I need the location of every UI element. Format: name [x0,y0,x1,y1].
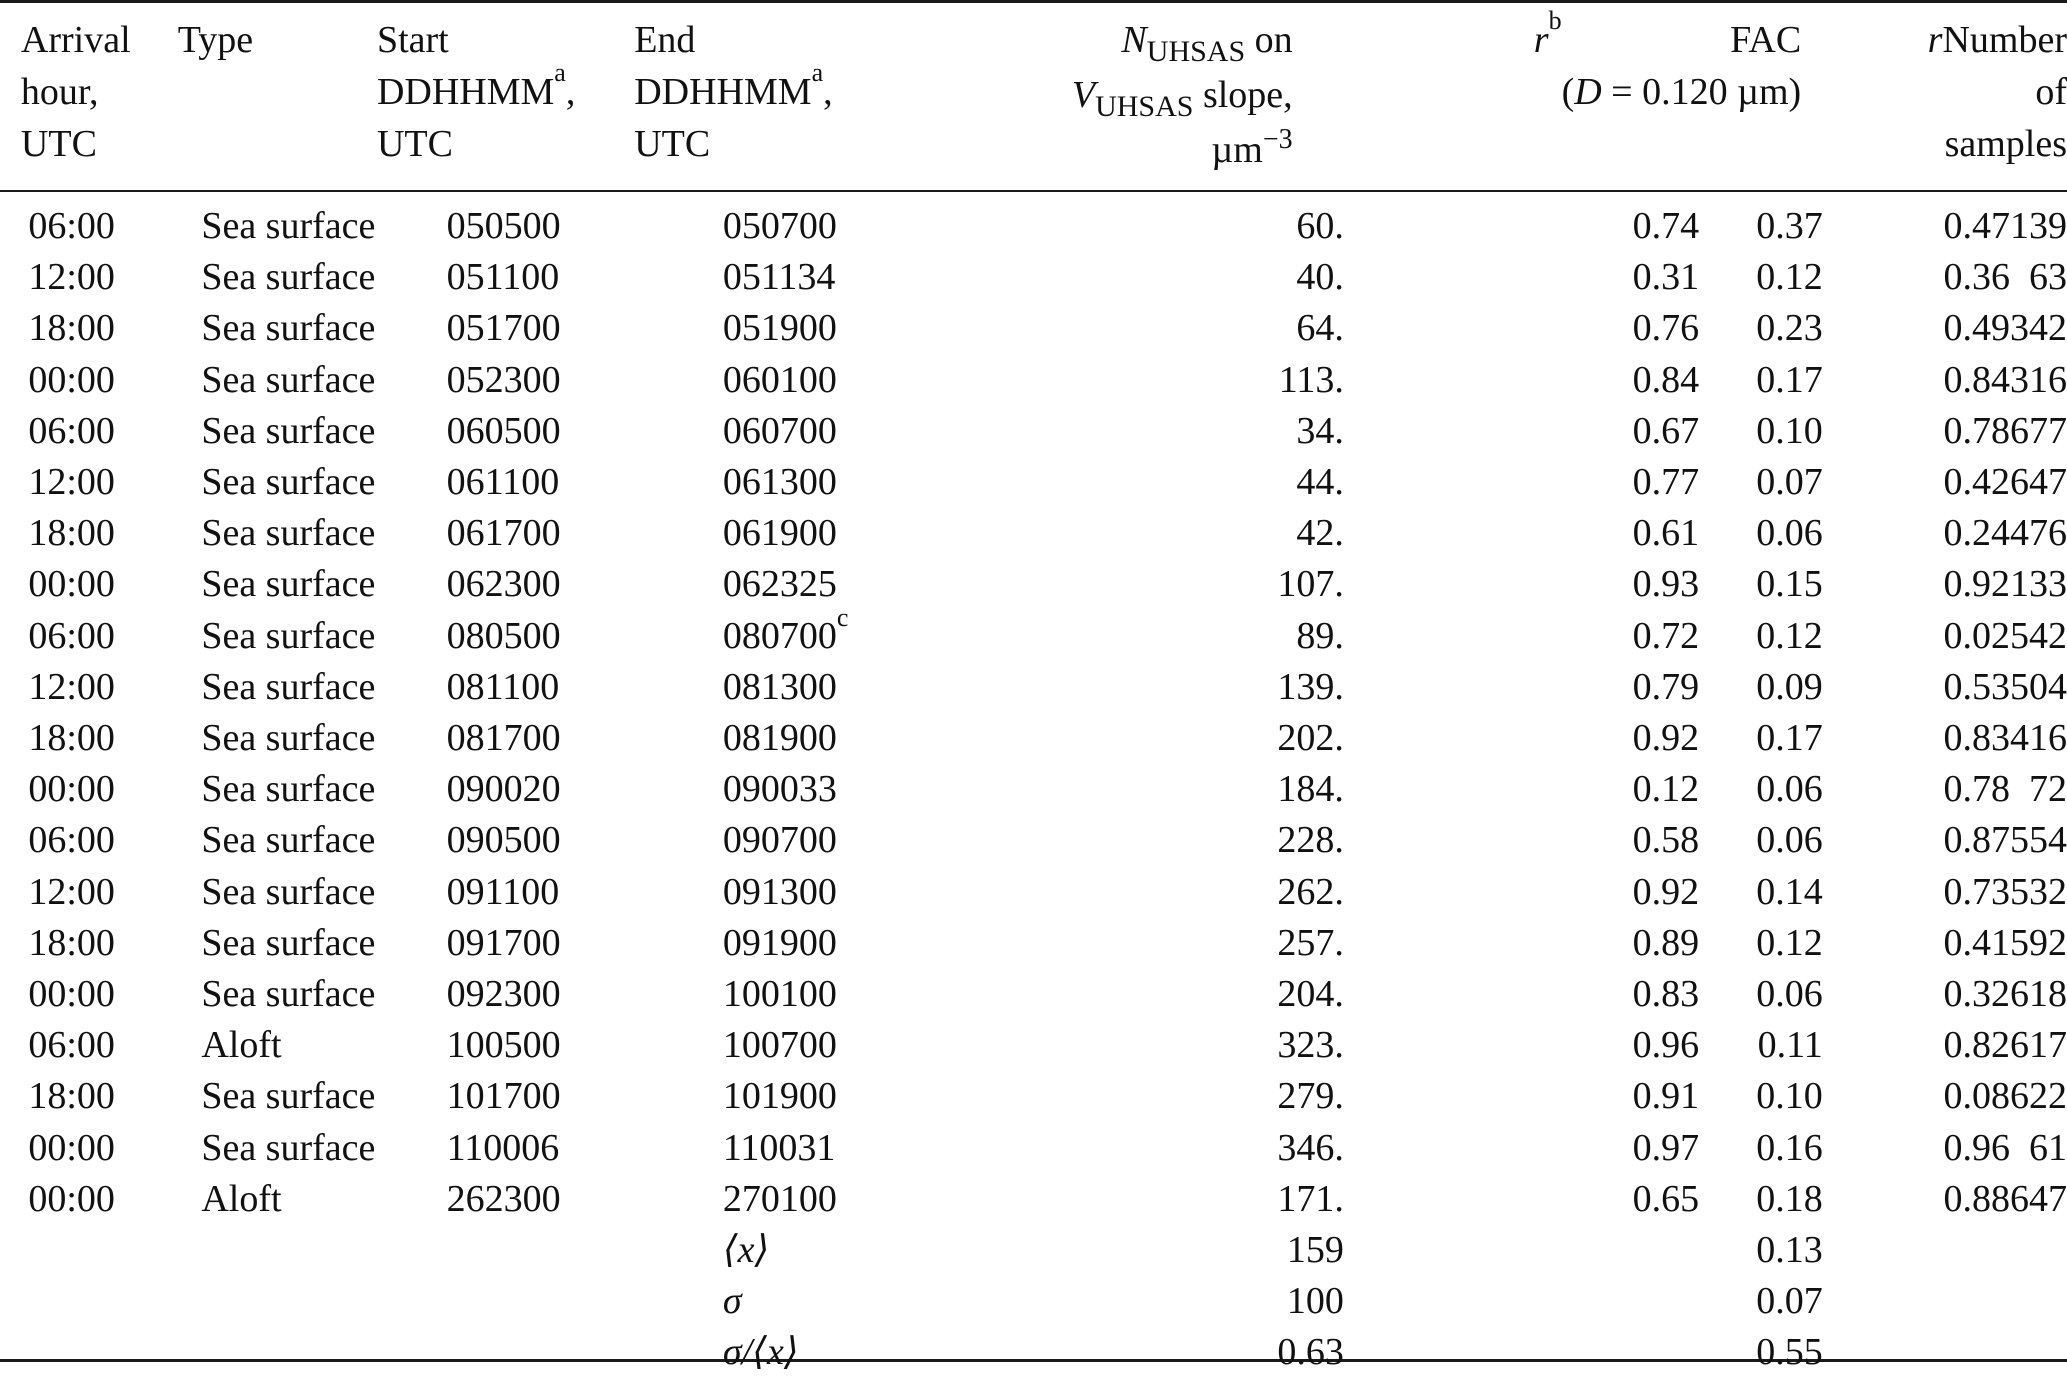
cell-end: 081900 [722,717,837,760]
cell-start: 091700 [446,921,561,964]
cell-slope: 279. [1277,1075,1344,1118]
cell-r: 0.96 [1943,1126,2010,1169]
cell-r-b: 0.77 [1632,461,1700,504]
cell-slope: 42. [1296,512,1344,555]
cell-r: 0.24 [1943,512,2010,555]
cell-type: Sea surface [201,717,376,760]
stat-label: ⟨x⟩ [722,1229,770,1272]
cell-fac: 0.18 [1756,1177,1823,1220]
cell-arrival: 12:00 [28,870,115,913]
cell-arrival: 00:00 [28,1126,115,1169]
cell-type: Sea surface [201,1075,376,1118]
table-row [0,815,2067,866]
cell-type: Sea surface [201,768,376,811]
cell-type: Sea surface [201,409,376,452]
cell-fac: 0.06 [1756,819,1823,862]
table-row [0,918,2067,969]
table-row [0,867,2067,918]
cell-r-b: 0.12 [1632,768,1700,811]
cell-r: 0.32 [1943,973,2010,1016]
cell-end: 080700$^c$ [722,602,849,657]
cell-start: 110006 [446,1126,560,1169]
table-row [0,1174,2067,1225]
cell-end: 061300 [722,461,837,504]
cell-r: 0.88 [1943,1177,2010,1220]
cell-r-b: 0.83 [1632,973,1700,1016]
cell-samples: 316 [2010,358,2067,401]
cell-samples: 677 [2010,409,2067,452]
cell-type: Sea surface [201,665,376,708]
table-row [0,1123,2067,1174]
cell-arrival: 00:00 [28,1177,115,1220]
table-row [0,406,2067,457]
cell-arrival: 12:00 [28,665,115,708]
cell-start: 090500 [446,819,561,862]
cell-start: 081700 [446,717,561,760]
cell-arrival: 06:00 [28,1024,115,1067]
cell-fac: 0.37 [1756,205,1823,247]
cell-samples: 133 [2010,563,2067,606]
cell-start: 051100 [446,256,560,299]
cell-fac: 0.12 [1756,614,1823,657]
cell-r-b: 0.91 [1632,1075,1700,1118]
cell-type: Aloft [201,1177,282,1220]
cell-end: 110031 [722,1126,836,1169]
cell-type: Sea surface [201,614,376,657]
cell-r: 0.41 [1943,921,2010,964]
cell-fac: 0.06 [1756,973,1823,1016]
cell-slope: 60. [1296,205,1344,247]
cell-samples: 61 [2029,1126,2067,1169]
cell-start: 050500 [446,205,561,247]
stat-fac: 0.07 [1756,1280,1823,1323]
cell-arrival: 18:00 [28,717,115,760]
stat-label: σ [722,1280,742,1323]
cell-r: 0.73 [1943,870,2010,913]
table-row [0,764,2067,815]
cell-type: Sea surface [201,819,376,862]
cell-arrival: 00:00 [28,563,115,606]
cell-samples: 532 [2010,870,2067,913]
cell-start: 101700 [446,1075,561,1118]
table-header [0,6,2067,180]
cell-slope: 40. [1296,256,1344,299]
cell-r-b: 0.61 [1632,512,1700,555]
cell-slope: 44. [1296,461,1344,504]
cell-arrival: 06:00 [28,409,115,452]
cell-samples: 476 [2010,512,2067,555]
cell-start: 091100 [446,870,560,913]
cell-start: 062300 [446,563,561,606]
cell-type: Sea surface [201,512,376,555]
cell-arrival: 00:00 [28,768,115,811]
cell-fac: 0.17 [1756,358,1823,401]
cell-r-b: 0.92 [1632,717,1700,760]
stat-slope: 100 [1286,1280,1344,1323]
cell-r-b: 0.84 [1632,358,1700,401]
cell-fac: 0.14 [1756,870,1823,913]
cell-end: 100100 [722,973,837,1016]
cell-start: 051700 [446,307,561,350]
cell-r-b: 0.93 [1632,563,1700,606]
cell-end: 091900 [722,921,837,964]
table-row [0,252,2067,303]
cell-r: 0.49 [1943,307,2010,350]
cell-slope: 113. [1278,358,1344,401]
cell-end: 270100 [722,1177,837,1220]
cell-r: 0.08 [1943,1075,2010,1118]
cell-r-b: 0.65 [1632,1177,1700,1220]
cell-arrival: 00:00 [28,973,115,1016]
cell-end: 051134 [722,256,836,299]
header-start: Start DDHHMM$^a$, UTC [376,19,576,165]
cell-type: Sea surface [201,307,376,350]
cell-samples: 542 [2010,614,2067,657]
header-type: Type [177,19,254,61]
footnote-marker: c [836,602,849,632]
stat-fac: 0.13 [1756,1229,1823,1272]
cell-slope: 262. [1277,870,1344,913]
cell-fac: 0.16 [1756,1126,1823,1169]
header-slope: $N_{UHSAS}$ on $V_{UHSAS}$ slope, µm$^{-3}$ [1071,19,1293,171]
cell-end: 061900 [722,512,837,555]
cell-slope: 107. [1277,563,1344,606]
header-rule [0,190,2067,192]
cell-fac: 0.10 [1756,1075,1823,1118]
table-row [0,559,2067,610]
cell-r-b: 0.58 [1632,819,1700,862]
cell-fac: 0.15 [1756,563,1823,606]
cell-arrival: 12:00 [28,461,115,504]
cell-fac: 0.11 [1757,1024,1823,1067]
table-row [0,201,2067,252]
cell-start: 080500 [446,614,561,657]
cell-end: 081300 [722,665,837,708]
cell-samples: 618 [2010,973,2067,1016]
table-row [0,1020,2067,1071]
cell-r: 0.84 [1943,358,2010,401]
cell-r: 0.36 [1943,256,2010,299]
cell-r: 0.87 [1943,819,2010,862]
cell-r-b: 0.79 [1632,665,1700,708]
table-row [0,303,2067,354]
cell-end: 090033 [722,768,837,811]
cell-start: 262300 [446,1177,561,1220]
cell-r: 0.53 [1943,665,2010,708]
cell-end: 060100 [722,358,837,401]
cell-r-b: 0.67 [1632,409,1700,452]
cell-end: 091300 [722,870,837,913]
cell-samples: 647 [2010,461,2067,504]
stat-slope: 0.63 [1277,1331,1344,1374]
cell-slope: 184. [1277,768,1344,811]
cell-end: 101900 [722,1075,837,1118]
header-samples: Number of samples [1942,19,2067,165]
header-r: r [1927,19,1943,61]
stat-row [0,1276,2067,1327]
cell-r: 0.78 [1943,409,2010,452]
cell-arrival: 12:00 [28,256,115,299]
cell-r: 0.78 [1943,768,2010,811]
cell-r: 0.82 [1943,1024,2010,1067]
cell-type: Sea surface [201,973,376,1016]
cell-start: 052300 [446,358,561,401]
header-r-b: $r^b$ [1533,6,1562,61]
cell-slope: 228. [1277,819,1344,862]
cell-slope: 204. [1277,973,1344,1016]
stat-row [0,1327,2067,1378]
cell-samples: 342 [2010,307,2067,350]
table-body [0,201,2067,1379]
cell-end: 090700 [722,819,837,862]
cell-r-b: 0.74 [1632,205,1700,247]
cell-slope: 323. [1277,1024,1344,1067]
cell-fac: 0.23 [1756,307,1823,350]
cell-end: 100700 [722,1024,837,1067]
cell-arrival: 06:00 [28,614,115,657]
cell-arrival: 06:00 [28,205,115,247]
cell-r: 0.02 [1943,614,2010,657]
cell-r: 0.83 [1943,717,2010,760]
cell-type: Aloft [201,1024,282,1067]
cell-type: Sea surface [201,563,376,606]
cell-arrival: 18:00 [28,921,115,964]
cell-r-b: 0.96 [1632,1024,1700,1067]
table-row [0,1071,2067,1122]
cell-fac: 0.06 [1756,512,1823,555]
cell-fac: 0.09 [1756,665,1823,708]
cell-samples: 63 [2029,256,2067,299]
cell-fac: 0.06 [1756,768,1823,811]
cell-r: 0.42 [1943,461,2010,504]
table-row [0,611,2067,662]
cell-start: 092300 [446,973,561,1016]
table-row [0,969,2067,1020]
cell-arrival: 18:00 [28,1075,115,1118]
cell-arrival: 06:00 [28,819,115,862]
cell-slope: 257. [1277,921,1344,964]
stat-slope: 159 [1286,1229,1344,1272]
stat-row [0,1225,2067,1276]
cell-arrival: 00:00 [28,358,115,401]
cell-start: 060500 [446,409,561,452]
cell-samples: 72 [2029,768,2067,811]
cell-r: 0.47 [1943,205,2010,247]
cell-start: 061700 [446,512,561,555]
table-row [0,457,2067,508]
header-arrival: Arrival hour, UTC [20,19,131,165]
stat-fac: 0.55 [1756,1331,1823,1374]
cell-fac: 0.12 [1756,921,1823,964]
cell-slope: 139. [1277,665,1344,708]
cell-samples: 554 [2010,819,2067,862]
cell-fac: 0.12 [1756,256,1823,299]
cell-r-b: 0.97 [1632,1126,1700,1169]
cell-type: Sea surface [201,1126,376,1169]
cell-r-b: 0.76 [1632,307,1700,350]
table-row [0,355,2067,406]
cell-start: 090020 [446,768,561,811]
cell-type: Sea surface [201,205,376,247]
cell-samples: 504 [2010,665,2067,708]
cell-end: 051900 [722,307,837,350]
cell-samples: 416 [2010,717,2067,760]
cell-r: 0.92 [1943,563,2010,606]
cell-fac: 0.10 [1756,409,1823,452]
cell-samples: 139 [2010,205,2067,247]
cell-slope: 171. [1277,1177,1344,1220]
cell-slope: 202. [1277,717,1344,760]
cell-start: 061100 [446,461,560,504]
table-row [0,662,2067,713]
stat-label: σ/⟨x⟩ [722,1331,799,1374]
cell-slope: 64. [1296,307,1344,350]
cell-type: Sea surface [201,870,376,913]
cell-r-b: 0.92 [1632,870,1700,913]
cell-end: 060700 [722,409,837,452]
table-row [0,508,2067,559]
cell-fac: 0.17 [1756,717,1823,760]
cell-type: Sea surface [201,358,376,401]
cell-type: Sea surface [201,461,376,504]
cell-start: 100500 [446,1024,561,1067]
cell-arrival: 18:00 [28,307,115,350]
top-rule [0,0,2067,3]
cell-end: 062325 [722,563,837,606]
cell-start: 081100 [446,665,560,708]
cell-r-b: 0.89 [1632,921,1700,964]
cell-r-b: 0.31 [1632,256,1700,299]
cell-type: Sea surface [201,921,376,964]
cell-r-b: 0.72 [1632,614,1700,657]
cell-arrival: 18:00 [28,512,115,555]
header-fac: FAC (D = 0.120 µm) [1561,19,1802,113]
cell-type: Sea surface [201,256,376,299]
cell-slope: 34. [1296,409,1344,452]
header-end: End DDHHMM$^a$, UTC [634,19,833,165]
cell-slope: 346. [1277,1126,1344,1169]
cell-fac: 0.07 [1756,461,1823,504]
cell-samples: 617 [2010,1024,2067,1067]
cell-samples: 647 [2010,1177,2067,1220]
table-row [0,713,2067,764]
cell-samples: 622 [2010,1075,2067,1118]
cell-end: 050700 [722,205,837,247]
cell-samples: 592 [2010,921,2067,964]
cell-slope: 89. [1296,614,1344,657]
